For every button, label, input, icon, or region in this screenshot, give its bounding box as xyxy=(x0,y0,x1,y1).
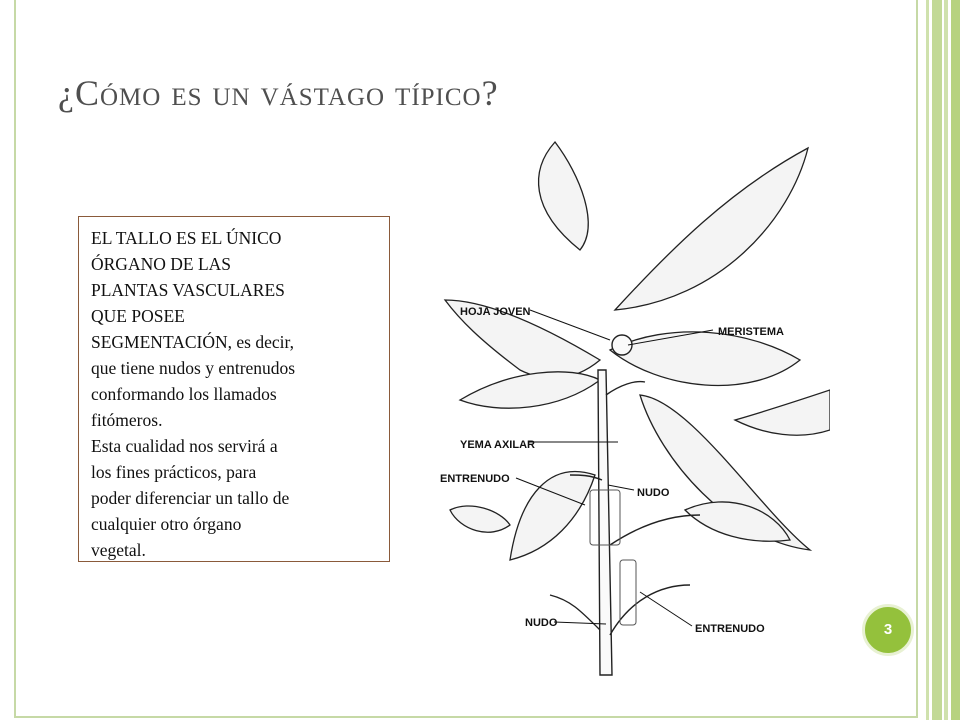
leaf xyxy=(615,148,808,310)
leaf xyxy=(450,506,510,532)
leader-line xyxy=(554,622,606,624)
slide-title: ¿Cómo es un vástago típico? xyxy=(58,73,499,113)
leaf xyxy=(510,472,595,560)
label-entrenudo: ENTRENUDO xyxy=(440,473,510,485)
label-entrenudo: ENTRENUDO xyxy=(695,623,765,635)
text-line: SEGMENTACIÓN, es decir, xyxy=(91,332,295,352)
text-line: Esta cualidad nos servirá a xyxy=(91,436,278,456)
leader-line xyxy=(608,485,634,490)
branch xyxy=(610,585,690,635)
text-line: conformando los llamados xyxy=(91,384,277,404)
label-yema-axilar: YEMA AXILAR xyxy=(460,439,535,451)
label-meristema: MERISTEMA xyxy=(718,326,784,338)
leaf xyxy=(610,332,800,386)
text-line: EL TALLO ES EL ÚNICO xyxy=(91,228,282,248)
label-hoja-joven: HOJA JOVEN xyxy=(460,306,531,318)
text-line: fitómeros. xyxy=(91,410,163,430)
shoot-illustration xyxy=(430,130,830,690)
page-number-badge: 3 xyxy=(862,604,914,656)
branch xyxy=(550,595,600,630)
leaf xyxy=(685,502,790,541)
description-textbox xyxy=(78,216,390,562)
text-line: que tiene nudos y entrenudos xyxy=(91,358,296,378)
internode-bracket xyxy=(620,560,636,625)
leader-line xyxy=(640,592,692,626)
text-line: los fines prácticos, para xyxy=(91,462,257,482)
leaf xyxy=(735,390,830,435)
branch xyxy=(606,382,645,395)
branch xyxy=(610,515,700,545)
text-line: QUE POSEE xyxy=(91,306,185,326)
text-line: poder diferenciar un tallo de xyxy=(91,488,290,508)
leaf xyxy=(539,142,589,250)
label-nudo: NUDO xyxy=(637,487,670,499)
text-line: cualquier otro órgano xyxy=(91,514,242,534)
text-line: PLANTAS VASCULARES xyxy=(91,280,285,300)
text-line: vegetal. xyxy=(91,540,146,560)
decorative-stripes xyxy=(918,0,960,720)
leaf xyxy=(460,372,600,408)
text-line: ÓRGANO DE LAS xyxy=(91,254,231,274)
label-nudo: NUDO xyxy=(525,617,558,629)
